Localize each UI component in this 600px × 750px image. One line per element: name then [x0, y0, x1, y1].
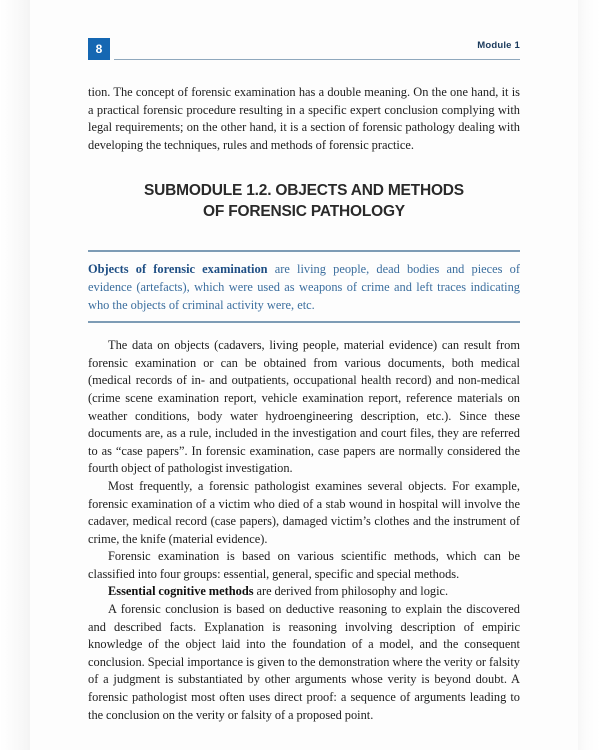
paragraph-most-frequently: Most frequently, a forensic pathologist examines several objects. For example, forensic examination of a victim who died of a stab wound in hospital will involve the cadaver, medical record (case papers), damaged victim’s clothes and the instrument of crime, the knife (material evidence).	[88, 478, 520, 546]
header-module-title: Module 1	[477, 40, 520, 51]
essential-methods-text: are derived from philosophy and logic.	[253, 584, 449, 599]
submodule-heading-line-1: SUBMODULE 1.2. OBJECTS AND METHODS	[144, 182, 464, 200]
page-number-badge: 8	[88, 38, 110, 60]
page-content-column	[88, 0, 520, 724]
page-left-edge-shading	[0, 0, 30, 750]
paragraph-data-on-objects: The data on objects (cadavers, living people, material evidence) can result from forensic examination or can be obtained from various documents, both medical (medical records of in- and outpatients, occupational health record) and non-medical (crime scene examination report, vehicle examination report, reference materials on weather conditions, body water hydroengineering description, etc.). Since these documents are, as a rule, included in the investigation and court files, they are referred to as “case papers”. In forensic examination, case papers are normally considered the fourth object of pathologist investigation.	[88, 338, 520, 476]
intro-paragraph: tion. The concept of forensic examination has a double meaning. On the one hand, it is a practical forensic procedure resulting in a specific expert conclusion complying with legal requirements; on the other hand, it is a section of forensic pathology dealing with developing the techniques, rules and methods of forensic practice.	[88, 85, 520, 152]
page-right-edge-shading	[578, 0, 600, 750]
submodule-heading-line-2: OF FORENSIC PATHOLOGY	[203, 203, 405, 221]
essential-methods-term: Essential cognitive methods	[108, 584, 254, 599]
definition-body: are living people, dead bodies and pieces of evidence (artefacts), which were used as weapons of crime and left traces indicating who the objects of criminal activity were, etc.	[88, 262, 520, 312]
definition-callout	[88, 250, 520, 323]
header-divider	[114, 59, 520, 60]
paragraph-scientific-methods: Forensic examination is based on various scientific methods, which can be classified into four groups: essential, general, specific and special methods.	[88, 549, 520, 581]
paragraph-forensic-conclusion: A forensic conclusion is based on deductive reasoning to explain the discovered and described facts. Explanation is reasoning involving description of empiric knowledge of the object laid into the foundation of a model, and the consequent conclusion. Special importance is given to the demonstration where the verity or falsity of a judgment is substantiated by other arguments whose verity is beyond doubt. A forensic pathologist most often uses direct proof: a sequence of arguments leading to the conclusion on the verity or falsity of a proposed point.	[88, 602, 520, 722]
running-header	[88, 38, 520, 72]
paragraph-essential-methods	[88, 583, 520, 601]
main-body	[88, 337, 520, 724]
intro-block	[88, 84, 520, 154]
submodule-heading	[88, 180, 520, 222]
definition-term: Objects of forensic examination	[88, 262, 268, 277]
definition-text	[88, 261, 520, 314]
